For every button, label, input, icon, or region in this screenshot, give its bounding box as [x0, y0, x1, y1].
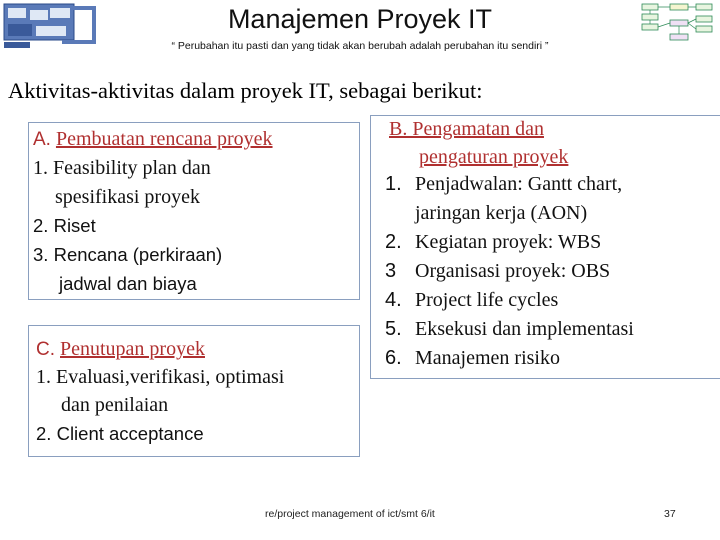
- list-item: 6. Manajemen risiko: [385, 347, 560, 369]
- section-a-title: Pembuatan rencana proyek: [55, 128, 273, 150]
- list-item: 5. Eksekusi dan implementasi: [385, 318, 634, 340]
- section-a-heading: [33, 128, 273, 151]
- list-item-continuation: spesifikasi proyek: [55, 186, 200, 208]
- list-item: 1. Evaluasi,verifikasi, optimasi: [36, 366, 285, 388]
- page-number: 37: [664, 508, 676, 520]
- section-a-box: [28, 122, 360, 300]
- list-item: 3. Rencana (perkiraan): [33, 244, 223, 265]
- section-c-title: Penutupan proyek: [60, 338, 205, 360]
- section-b-box: [370, 115, 720, 379]
- section-b-heading-line2: pengaturan proyek: [419, 146, 569, 168]
- slide-footer: re/project management of ict/smt 6/it: [265, 508, 435, 520]
- list-item-continuation: jadwal dan biaya: [59, 273, 197, 294]
- section-c-letter: C.: [36, 339, 55, 360]
- section-c-heading: [36, 338, 205, 361]
- list-item: 1. Feasibility plan dan: [33, 157, 211, 179]
- list-item: 2. Riset: [33, 215, 96, 236]
- list-item: 2. Client acceptance: [36, 423, 204, 444]
- list-item-continuation: jaringan kerja (AON): [415, 202, 588, 224]
- intro-text: Aktivitas-aktivitas dalam proyek IT, sebagai berikut:: [8, 78, 483, 103]
- section-c-box: [28, 325, 360, 457]
- slide-subtitle-quote: “ Perubahan itu pasti dan yang tidak akan berubah adalah perubahan itu sendiri ”: [171, 40, 549, 52]
- list-item: 4. Project life cycles: [385, 289, 559, 311]
- slide-title: Manajemen Proyek IT: [227, 4, 493, 34]
- section-a-letter: A.: [33, 129, 51, 150]
- list-item: 1. Penjadwalan: Gantt chart,: [385, 173, 623, 195]
- list-item-continuation: dan penilaian: [61, 394, 169, 416]
- section-b-heading-line1: B. Pengamatan dan: [389, 118, 544, 140]
- list-item: 3 Organisasi proyek: OBS: [385, 260, 611, 282]
- list-item: 2. Kegiatan proyek: WBS: [385, 231, 602, 253]
